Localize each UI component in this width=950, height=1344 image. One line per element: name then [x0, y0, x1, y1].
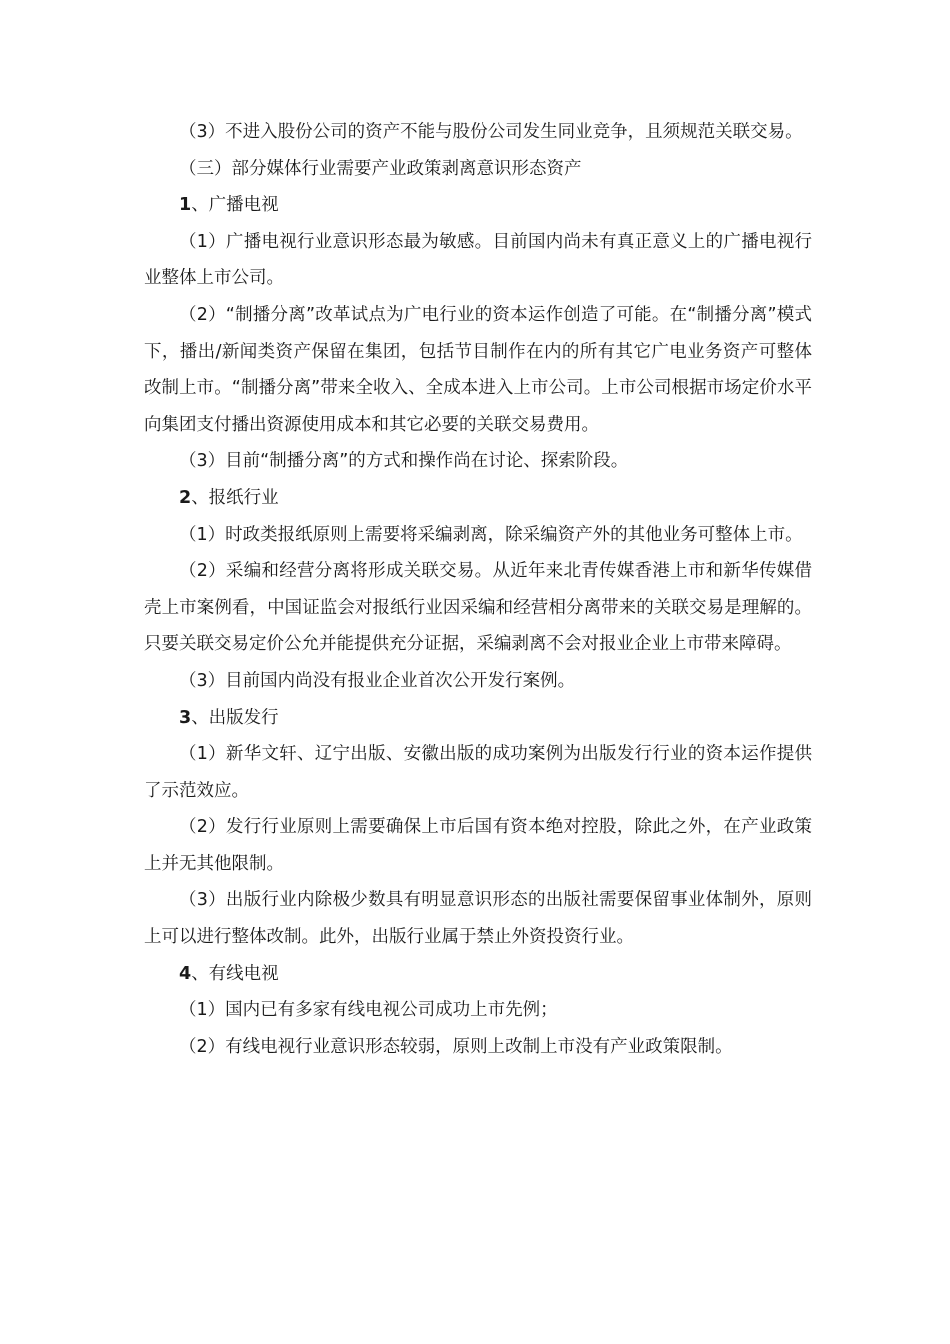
- paragraph: （2）有线电视行业意识形态较弱，原则上改制上市没有产业政策限制。: [179, 1036, 733, 1057]
- paragraph: （2）采编和经营分离将形成关联交易。从近年来北青传媒香港上市和新华传媒借壳上市案例看，中国证监会对报纸行业因采编和经营相分离带来的关联交易是理解的。只要关联交易定价公允并能提供充分证据，采编剥离不会对报业企业上市带来障碍。: [144, 561, 812, 655]
- paragraph: （3）不进入股份公司的资产不能与股份公司发生同业竞争，且须规范关联交易。: [179, 122, 803, 142]
- subsection-number: 4: [179, 963, 192, 984]
- subsection-heading-newspaper: [144, 480, 812, 517]
- subsection-heading-cable-tv: [144, 956, 812, 993]
- paragraph: （3）目前“制播分离”的方式和操作尚在讨论、探索阶段。: [179, 451, 629, 472]
- subsection-title: 、出版发行: [191, 707, 279, 728]
- paragraph: （2）发行行业原则上需要确保上市后国有资本绝对控股，除此之外，在产业政策上并无其他限制。: [144, 817, 812, 874]
- subsection-title: 、报纸行业: [191, 487, 279, 508]
- subsection-title: 、有线电视: [191, 963, 279, 984]
- subsection-heading-broadcast-tv: [144, 187, 812, 224]
- paragraph: （3）目前国内尚没有报业企业首次公开发行案例。: [179, 670, 576, 691]
- subsection-title: 、广播电视: [191, 195, 279, 216]
- paragraph: （3）出版行业内除极少数具有明显意识形态的出版社需要保留事业体制外，原则上可以进行整体改制。此外，出版行业属于禁止外资投资行业。: [144, 890, 812, 948]
- paragraph: （2）“制播分离”改革试点为广电行业的资本运作创造了可能。在“制播分离”模式下，播出/新闻类资产保留在集团，包括节目制作在内的所有其它广电业务资产可整体改制上市。“制播分离”带来全收入、全成本进入上市公司。上市公司根据市场定价水平向集团支付播出资源使用成本和其它必要的关联交易费用。: [144, 304, 812, 435]
- paragraph: （1）国内已有多家有线电视公司成功上市先例；: [179, 1000, 558, 1021]
- subsection-heading-publishing: [144, 700, 812, 737]
- subsection-number: 1: [179, 195, 192, 216]
- paragraph: （1）时政类报纸原则上需要将采编剥离，除采编资产外的其他业务可整体上市。: [179, 524, 803, 545]
- document-body: [144, 114, 812, 1065]
- paragraph: （1）广播电视行业意识形态最为敏感。目前国内尚未有真正意义上的广播电视行业整体上市公司。: [144, 231, 812, 289]
- subsection-number: 2: [179, 487, 192, 508]
- section-heading: （三）部分媒体行业需要产业政策剥离意识形态资产: [179, 158, 582, 179]
- subsection-number: 3: [179, 707, 192, 728]
- paragraph: （1）新华文轩、辽宁出版、安徽出版的成功案例为出版发行行业的资本运作提供了示范效应。: [144, 744, 812, 801]
